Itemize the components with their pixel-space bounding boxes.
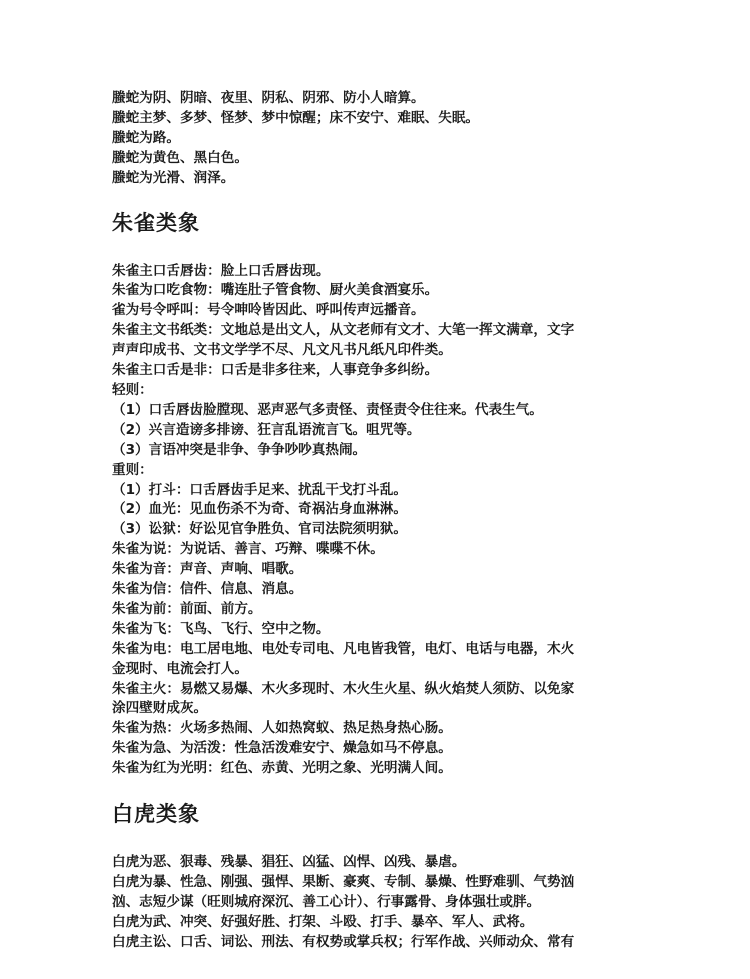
document-content (112, 89, 642, 953)
baihu-line: 白虎为暴、性急、刚强、强悍、果断、豪爽、专制、暴燥、性野难驯、气势汹 (112, 874, 575, 890)
tengshe-line: 螣蛇主梦、多梦、怪梦、梦中惊醒；床不安宁、难眠、失眠。 (112, 109, 480, 126)
zhuque-line: （1）打斗：口舌唇齿手足来、扰乱干戈打斗乱。 (112, 481, 407, 498)
tengshe-section (112, 89, 642, 189)
zhuque-line: （1）口舌唇齿脸膛现、恶声恶气多责怪、责怪责令住往来。代表生气。 (112, 401, 543, 418)
zhuque-line: 朱雀为电：电工居电地、电处专司电、凡电皆我管，电灯、电话与电器，木火 (112, 640, 575, 657)
tengshe-line: 螣蛇为黄色、黑白色。 (112, 149, 248, 166)
zhuque-line: （3）言语冲突是非争、争争吵吵真热闹。 (112, 441, 367, 458)
zhuque-line: 朱雀为音：声音、声响、唱歌。 (112, 561, 303, 578)
zhuque-line: 朱雀为前：前面、前方。 (112, 600, 262, 617)
baihu-line: 白虎为武、冲突、好强好胜、打架、斗殴、打手、暴卒、军人、武将。 (112, 913, 534, 930)
zhuque-line: 朱雀主口舌唇齿：脸上口舌唇齿现。 (112, 262, 330, 279)
zhuque-line: （2）血光：见血伤杀不为奇、奇祸沾身血淋淋。 (112, 501, 407, 518)
zhuque-line: 声声印成书、文书文学学不尽、凡文凡书凡纸凡印件类。 (112, 342, 452, 359)
zhuque-line: 雀为号令呼叫：号令呻呤皆因此、呼叫传声远播音。 (112, 302, 425, 319)
baihu-line: 白虎为恶、狠毒、残暴、猖狂、凶猛、凶悍、凶残、暴虐。 (112, 854, 466, 871)
zhuque-line: 朱雀为口吃食物：嘴连肚子管食物、厨火美食酒宴乐。 (112, 282, 439, 299)
zhuque-line: 轻则： (112, 381, 153, 398)
zhuque-line: 金现时、电流会打人。 (112, 660, 248, 677)
tengshe-line: 螣蛇为阴、阴暗、夜里、阴私、阴邪、防小人暗算。 (112, 90, 425, 106)
zhuque-line: 朱雀主火：易燃又易爆、木火多现时、木火生火星、纵火焰焚人须防、以免家 (112, 680, 575, 697)
baihu-heading: 白虎类象 (112, 802, 200, 827)
zhuque-line: 朱雀为急、为活泼：性急活泼难安宁、燥急如马不停息。 (112, 740, 452, 757)
zhuque-line: 朱雀为说：为说话、善言、巧辩、喋喋不休。 (112, 541, 384, 558)
zhuque-line: 朱雀为信：信件、信息、消息。 (112, 581, 303, 598)
tengshe-line: 螣蛇为路。 (112, 129, 180, 146)
zhuque-line: （3）讼狱：好讼见官争胜负、官司法院须明狱。 (112, 521, 407, 538)
zhuque-line: 重则： (112, 461, 153, 478)
zhuque-line: 朱雀主文书纸类：文地总是出文人，从文老师有文才、大笔一挥文满章，文字 (112, 322, 575, 339)
zhuque-line: 朱雀为飞：飞鸟、飞行、空中之物。 (112, 620, 330, 637)
baihu-line: 白虎主讼、口舌、词讼、刑法、有权势或掌兵权；行军作战、兴师动众、常有 (112, 933, 575, 950)
zhuque-section (112, 262, 642, 780)
zhuque-line: 朱雀主口舌是非：口舌是非多往来，人事竞争多纠纷。 (112, 362, 439, 379)
zhuque-line: （2）兴言造谤多排谤、狂言乱语流言飞。咀咒等。 (112, 421, 421, 438)
zhuque-line: 涂四壁财成灰。 (112, 700, 208, 717)
tengshe-line: 螣蛇为光滑、润泽。 (112, 169, 235, 186)
baihu-section (112, 853, 642, 953)
baihu-line: 汹、志短少谋（旺则城府深沉、善工心计）、行事露骨、身体强壮或胖。 (112, 893, 541, 910)
zhuque-heading: 朱雀类象 (112, 210, 200, 235)
zhuque-line: 朱雀为红为光明：红色、赤黄、光明之象、光明满人间。 (112, 760, 452, 777)
zhuque-line: 朱雀为热：火场多热闹、人如热窝蚁、热足热身热心肠。 (112, 720, 452, 737)
